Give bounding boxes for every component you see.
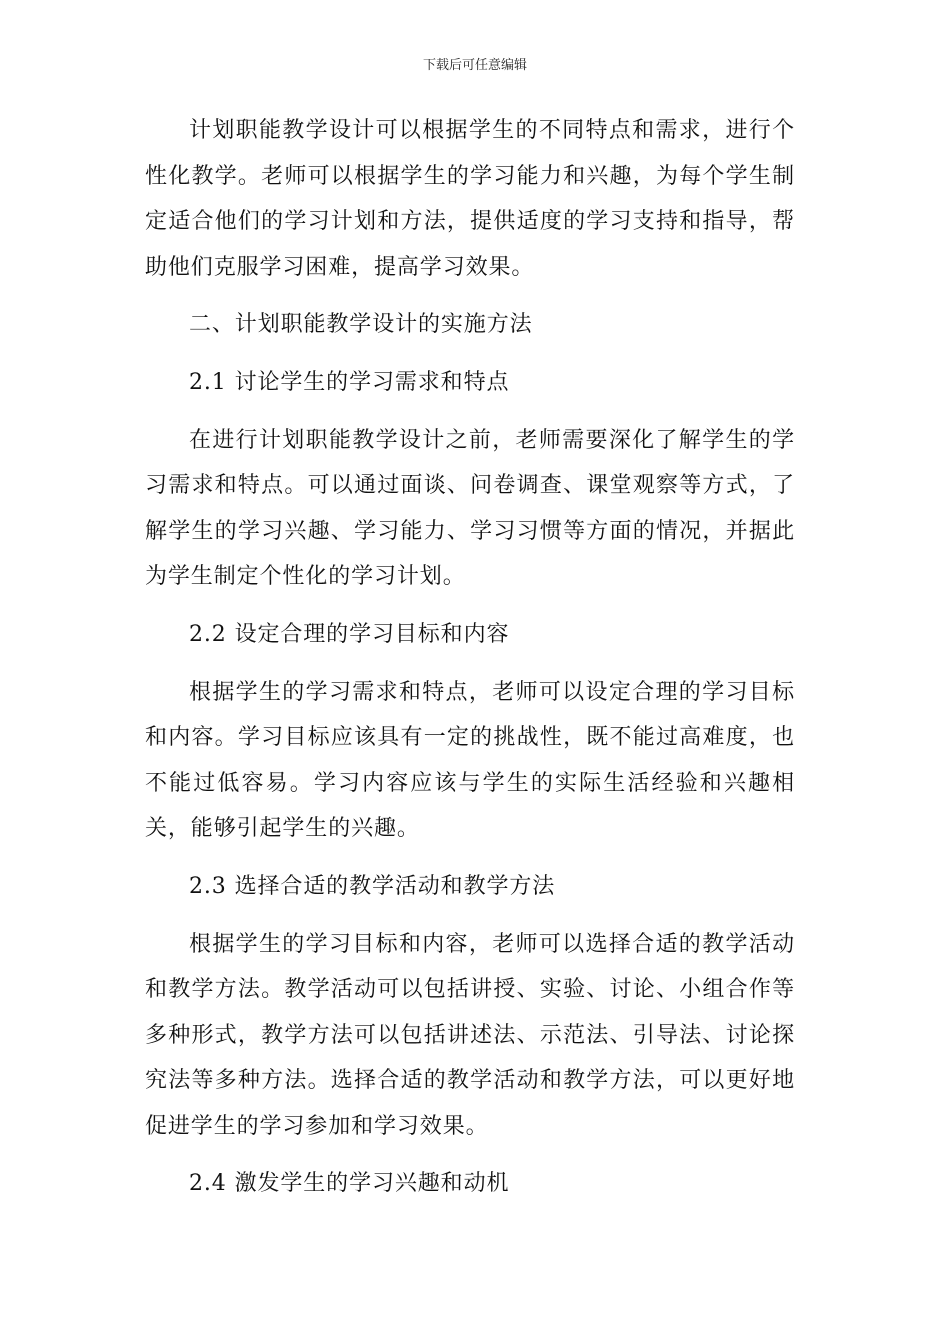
subsection-heading-2-3: 2.3 选择合适的教学活动和教学方法 [189, 873, 556, 899]
paragraph-personalized-teaching: 计划职能教学设计可以根据学生的不同特点和需求，进行个性化教学。老师可以根据学生的学习能力和兴趣，为每个学生制定适合他们的学习计划和方法，提供适度的学习支持和指导，帮助他们克服学习困难，提高学习效果。 [145, 118, 795, 280]
paragraph-2-1: 在进行计划职能教学设计之前，老师需要深化了解学生的学习需求和特点。可以通过面谈、问卷调查、课堂观察等方式，了解学生的学习兴趣、学习能力、学习习惯等方面的情况，并据此为学生制定个性化的学习计划。 [145, 427, 795, 590]
document-body [145, 108, 795, 1219]
subsection-heading-2-2: 2.2 设定合理的学习目标和内容 [189, 621, 510, 647]
subsection-heading-2-1: 2.1 讨论学生的学习需求和特点 [189, 369, 510, 395]
paragraph-2-3: 根据学生的学习目标和内容，老师可以选择合适的教学活动和教学方法。教学活动可以包括讲授、实验、讨论、小组合作等多种形式，教学方法可以包括讲述法、示范法、引导法、讨论探究法等多种方法。选择合适的教学活动和教学方法，可以更好地促进学生的学习参加和学习效果。 [145, 931, 795, 1139]
subsection-heading-2-4: 2.4 激发学生的学习兴趣和动机 [189, 1171, 510, 1197]
section-heading-implementation-methods: 二、计划职能教学设计的实施方法 [189, 312, 533, 338]
paragraph-2-2: 根据学生的学习需求和特点，老师可以设定合理的学习目标和内容。学习目标应该具有一定的挑战性，既不能过高难度，也不能过低容易。学习内容应该与学生的实际生活经验和兴趣相关，能够引起学生的兴趣。 [145, 679, 795, 842]
page-header: 下载后可任意编辑 [422, 58, 527, 73]
